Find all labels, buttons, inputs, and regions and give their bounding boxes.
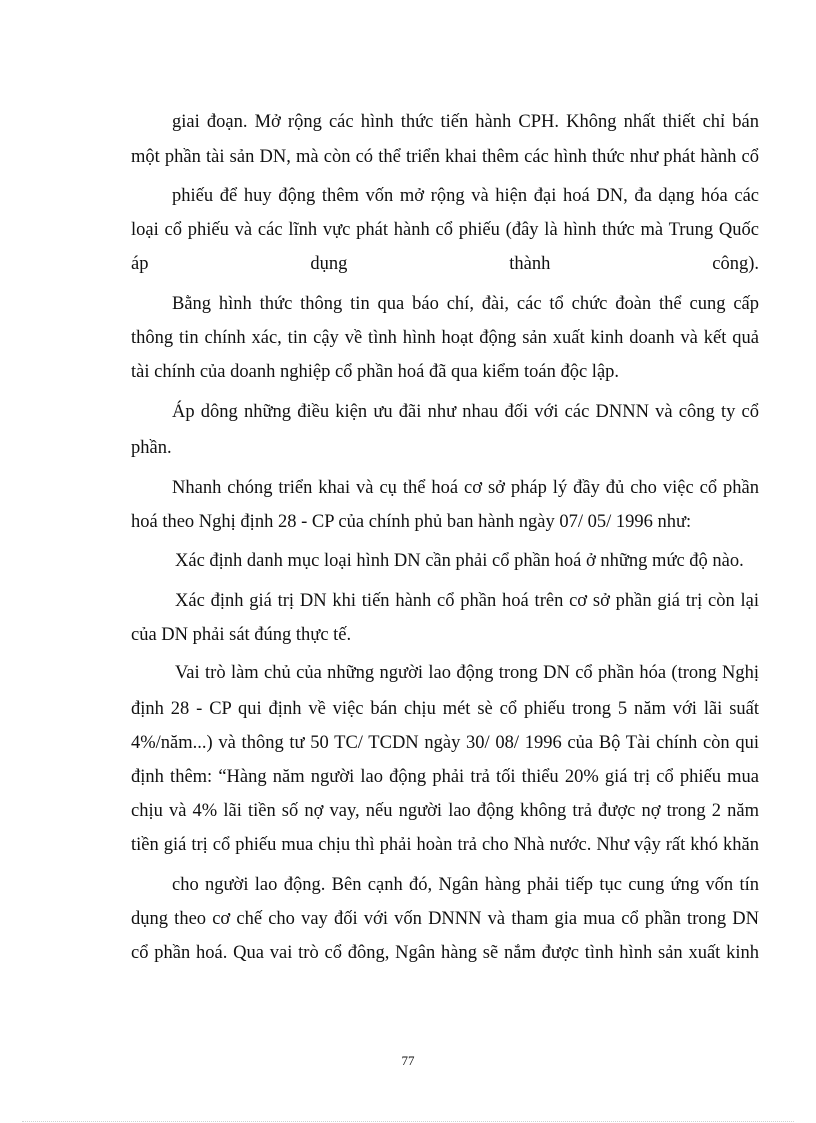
text-line: phần. xyxy=(131,438,172,458)
text-line: loại cổ phiếu và các lĩnh vực phát hành cổ phiếu (đây là hình thức mà Trung Quốc xyxy=(131,220,759,240)
text-line: chịu và 4% lãi tiền số nợ vay, nếu người lao động không trả được nợ trong 2 năm xyxy=(131,801,759,821)
page-bottom-divider xyxy=(22,1121,794,1122)
text-line: Xác định giá trị DN khi tiến hành cổ phần hoá trên cơ sở phần giá trị còn lại xyxy=(175,591,759,611)
text-line: tài chính của doanh nghiệp cổ phần hoá đã qua kiểm toán độc lập. xyxy=(131,362,620,382)
text-line: cho người lao động. Bên cạnh đó, Ngân hàng phải tiếp tục cung ứng vốn tín xyxy=(172,875,759,895)
text-line: Bằng hình thức thông tin qua báo chí, đài, các tổ chức đoàn thể cung cấp xyxy=(172,294,759,314)
text-line: một phần tài sản DN, mà còn có thể triển khai thêm các hình thức như phát hành cổ xyxy=(131,147,759,167)
text-line: phiếu để huy động thêm vốn mở rộng và hiện đại hoá DN, đa dạng hóa các xyxy=(172,186,759,206)
text-line: Áp dông những điều kiện ưu đãi như nhau đối với các DNNN và công ty cổ xyxy=(172,402,759,422)
text-line: dụng theo cơ chế cho vay đối với vốn DNNN và tham gia mua cổ phần trong DN xyxy=(131,909,759,929)
text-line: Vai trò làm chủ của những người lao động trong DN cổ phần hóa (trong Nghị xyxy=(175,663,759,683)
text-line: thông tin chính xác, tin cậy về tình hình hoạt động sản xuất kinh doanh và kết quả xyxy=(131,328,759,348)
page-number: 77 xyxy=(401,1053,415,1068)
text-line: định thêm: “Hàng năm người lao động phải trả tối thiểu 20% giá trị cổ phiếu mua xyxy=(131,767,759,787)
text-line: giai đoạn. Mở rộng các hình thức tiến hành CPH. Không nhất thiết chỉ bán xyxy=(172,112,759,132)
text-line: của DN phải sát đúng thực tế. xyxy=(131,625,352,645)
text-line: Nhanh chóng triển khai và cụ thể hoá cơ sở pháp lý đầy đủ cho việc cổ phần xyxy=(172,478,759,498)
text-line: hoá theo Nghị định 28 - CP của chính phủ ban hành ngày 07/ 05/ 1996 như: xyxy=(131,512,692,532)
text-line: tiền giá trị cổ phiếu mua chịu thì phải hoàn trả cho Nhà nước. Như vậy rất khó khăn xyxy=(131,835,759,855)
text-line: Xác định danh mục loại hình DN cần phải cổ phần hoá ở những mức độ nào. xyxy=(175,551,744,571)
text-line: 4%/năm...) và thông tư 50 TC/ TCDN ngày 30/ 08/ 1996 của Bộ Tài chính còn qui xyxy=(131,733,759,753)
text-line: định 28 - CP qui định về việc bán chịu mét sè cổ phiếu trong 5 năm với lãi suất xyxy=(131,699,759,719)
text-line: áp dụng thành công). xyxy=(131,254,759,274)
text-line: cổ phần hoá. Qua vai trò cổ đông, Ngân hàng sẽ nắm được tình hình sản xuất kinh xyxy=(131,943,759,963)
